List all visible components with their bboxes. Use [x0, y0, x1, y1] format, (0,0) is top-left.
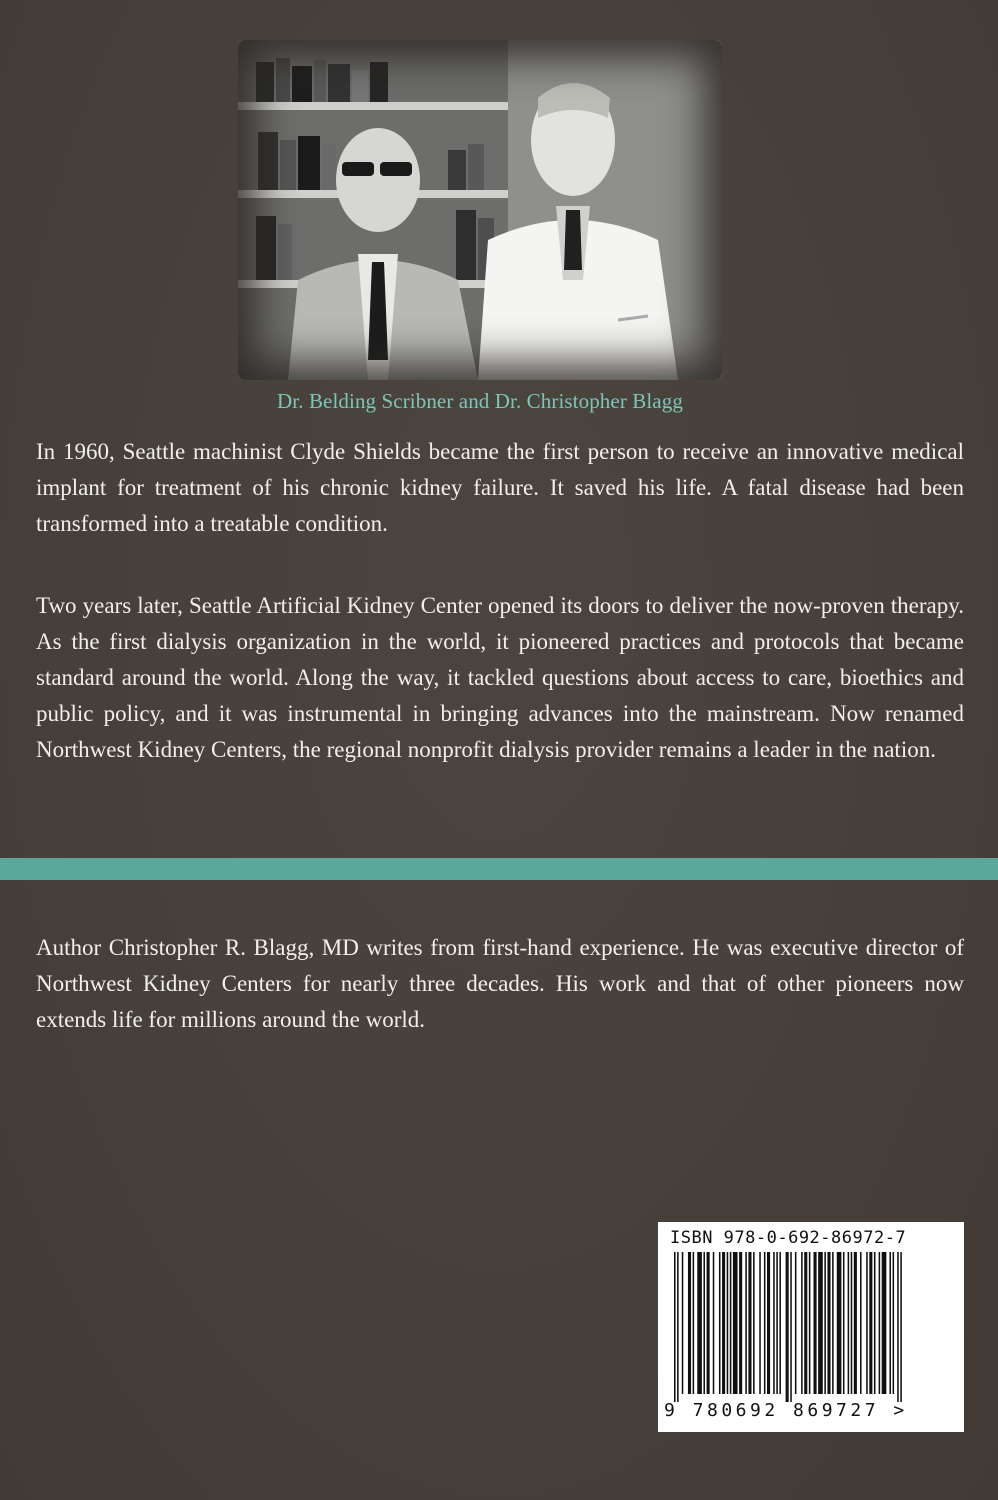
barcode-bar	[869, 1252, 872, 1394]
barcode-bar	[745, 1252, 747, 1394]
barcode-bar	[801, 1252, 803, 1394]
barcode-bar	[773, 1252, 775, 1394]
barcode-bar	[693, 1252, 695, 1394]
barcode-bars	[668, 1252, 954, 1402]
barcode-bar	[882, 1252, 887, 1394]
history-paragraph: Two years later, Seattle Artificial Kidney Center opened its doors to deliver the now-proven therapy. As the first dialysis organization in the world, it pioneered practices and protocols that became standard around the world. Along the way, it tackled questions about access to care, bioethics and public policy, and it was instrumental in bringing advances into the mainstream. Now renamed Northwest Kidney Centers, the regional nonprofit dialysis provider remains a leader in the nation.	[36, 593, 964, 762]
barcode-bar	[688, 1252, 691, 1394]
barcode-bar	[677, 1252, 679, 1402]
barcode-bar	[843, 1252, 845, 1394]
barcode-bar	[733, 1252, 738, 1394]
barcode-bar	[719, 1252, 721, 1394]
barcode-bar	[832, 1252, 834, 1394]
barcode-bar	[866, 1252, 868, 1394]
barcode-bar	[682, 1252, 684, 1394]
barcode-bar	[814, 1252, 817, 1394]
barcode-bar	[889, 1252, 891, 1394]
barcode-bar	[779, 1252, 781, 1394]
barcode-bar	[764, 1252, 766, 1394]
barcode-bar	[854, 1252, 857, 1394]
isbn-barcode	[658, 1222, 964, 1432]
barcode-bar	[837, 1252, 842, 1394]
barcode-bar	[753, 1252, 755, 1394]
ean-digits: 9 780692 869727 >	[664, 1400, 908, 1421]
barcode-bar	[703, 1252, 705, 1394]
doctors-photo	[238, 40, 722, 380]
doctors-photo-image	[238, 40, 722, 380]
isbn-label: ISBN 978-0-692-86972-7	[670, 1228, 907, 1248]
barcode-bar	[790, 1252, 792, 1402]
barcode-bar	[697, 1252, 702, 1394]
barcode-bar	[795, 1252, 797, 1394]
barcode-bar	[727, 1252, 729, 1394]
barcode-bar	[804, 1252, 807, 1394]
barcode-bar	[767, 1252, 770, 1394]
barcode-bar	[893, 1252, 895, 1394]
barcode-bar	[818, 1252, 823, 1394]
barcode-bar	[874, 1252, 876, 1394]
barcode-bar	[860, 1252, 862, 1394]
barcode-bar	[730, 1252, 732, 1394]
barcode-bar	[786, 1252, 789, 1402]
barcode-bar	[809, 1252, 811, 1394]
barcode-bar	[851, 1252, 853, 1394]
barcode-bar	[879, 1252, 881, 1394]
intro-paragraph: In 1960, Seattle machinist Clyde Shields became the first person to receive an innovative medical implant for treatment of his chronic kidney failure. It saved his life. A fatal disease had been transformed into a treatable condition.	[36, 439, 964, 536]
barcode-bar	[748, 1252, 751, 1394]
barcode-bar	[759, 1252, 761, 1394]
barcode-bar	[722, 1252, 725, 1394]
barcode-bar	[776, 1252, 778, 1394]
barcode-bar	[848, 1252, 850, 1394]
photo-caption: Dr. Belding Scribner and Dr. Christopher Blagg	[277, 389, 683, 413]
barcode-bar	[674, 1252, 676, 1402]
barcode-bar	[707, 1252, 710, 1394]
barcode-bar	[713, 1252, 715, 1394]
barcode-bar	[897, 1252, 899, 1402]
author-paragraph: Author Christopher R. Blagg, MD writes from first-hand experience. He was executive director of Northwest Kidney Centers for nearly three decades. His work and that of other pioneers now extends life for millions around the world.	[36, 935, 964, 1032]
barcode-bar	[739, 1252, 742, 1394]
barcode-bar	[900, 1252, 902, 1402]
teal-divider	[0, 858, 998, 880]
barcode-bar	[827, 1252, 830, 1394]
barcode-bar	[824, 1252, 826, 1394]
